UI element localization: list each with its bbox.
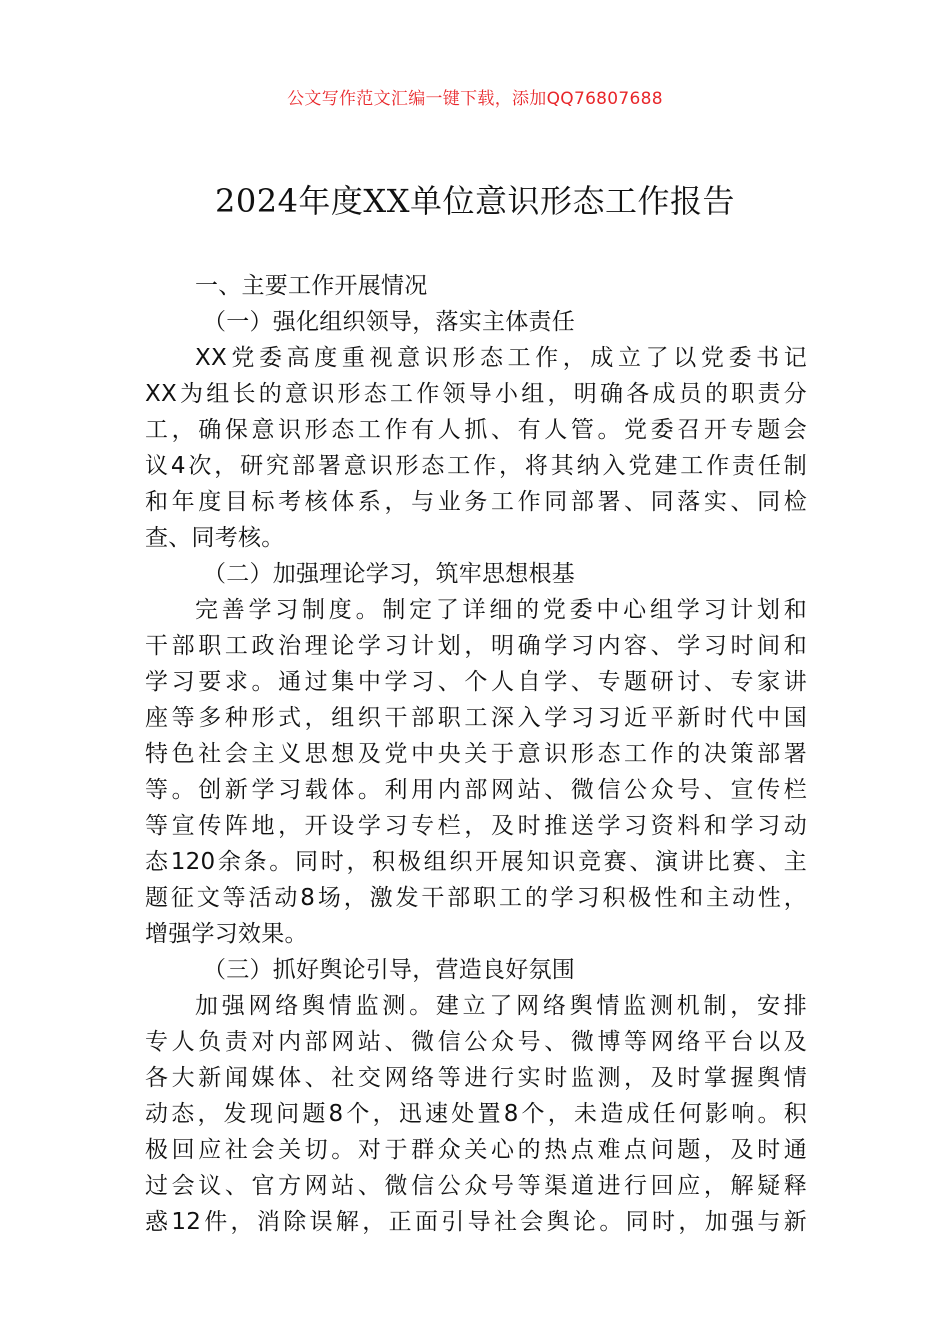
subsection-heading: （一）强化组织领导，落实主体责任 [203,309,575,335]
promo-banner: 公文写作范文汇编一键下载，添加QQ76807688 [287,89,663,109]
paragraph-line: 加强网络舆情监测。建立了网络舆情监测机制，安排 [195,993,807,1019]
paragraph-line: 态120余条。同时，积极组织开展知识竞赛、演讲比赛、主 [145,849,807,875]
paragraph-line: 惑12件，消除误解，正面引导社会舆论。同时，加强与新 [145,1209,807,1235]
paragraph-line: 极回应社会关切。对于群众关心的热点难点问题，及时通 [145,1137,807,1163]
paragraph-line: 座等多种形式，组织干部职工深入学习习近平新时代中国 [145,705,807,731]
paragraph-line: XX党委高度重视意识形态工作，成立了以党委书记 [195,345,807,371]
paragraph-line: 特色社会主义思想及党中央关于意识形态工作的决策部署 [145,741,807,767]
paragraph-line: 工，确保意识形态工作有人抓、有人管。党委召开专题会 [145,417,807,443]
paragraph-line: 完善学习制度。制定了详细的党委中心组学习计划和 [195,597,807,623]
paragraph-line: 等。创新学习载体。利用内部网站、微信公众号、宣传栏 [145,777,807,803]
paragraph-line: 动态，发现问题8个，迅速处置8个，未造成任何影响。积 [145,1101,807,1127]
paragraph-line: 学习要求。通过集中学习、个人自学、专题研讨、专家讲 [145,669,807,695]
paragraph-line: 干部职工政治理论学习计划，明确学习内容、学习时间和 [145,633,807,659]
paragraph-line: 题征文等活动8场，激发干部职工的学习积极性和主动性， [145,885,807,911]
document-title: 2024年度XX单位意识形态工作报告 [214,182,735,220]
section-heading: 一、主要工作开展情况 [195,273,428,299]
paragraph-line: 增强学习效果。 [145,921,308,947]
paragraph-line: 过会议、官方网站、微信公众号等渠道进行回应，解疑释 [145,1173,807,1199]
paragraph-line: 和年度目标考核体系，与业务工作同部署、同落实、同检 [145,489,807,515]
paragraph-line: 等宣传阵地，开设学习专栏，及时推送学习资料和学习动 [145,813,807,839]
paragraph-line: 各大新闻媒体、社交网络等进行实时监测，及时掌握舆情 [145,1065,807,1091]
document-body [145,268,807,1240]
paragraph-line: XX为组长的意识形态工作领导小组，明确各成员的职责分 [145,381,807,407]
subsection-heading: （三）抓好舆论引导，营造良好氛围 [203,957,575,983]
paragraph-line: 议4次，研究部署意识形态工作，将其纳入党建工作责任制 [145,453,807,479]
paragraph-line: 查、同考核。 [145,525,285,551]
paragraph-line: 专人负责对内部网站、微信公众号、微博等网络平台以及 [145,1029,807,1055]
subsection-heading: （二）加强理论学习，筑牢思想根基 [203,561,575,587]
